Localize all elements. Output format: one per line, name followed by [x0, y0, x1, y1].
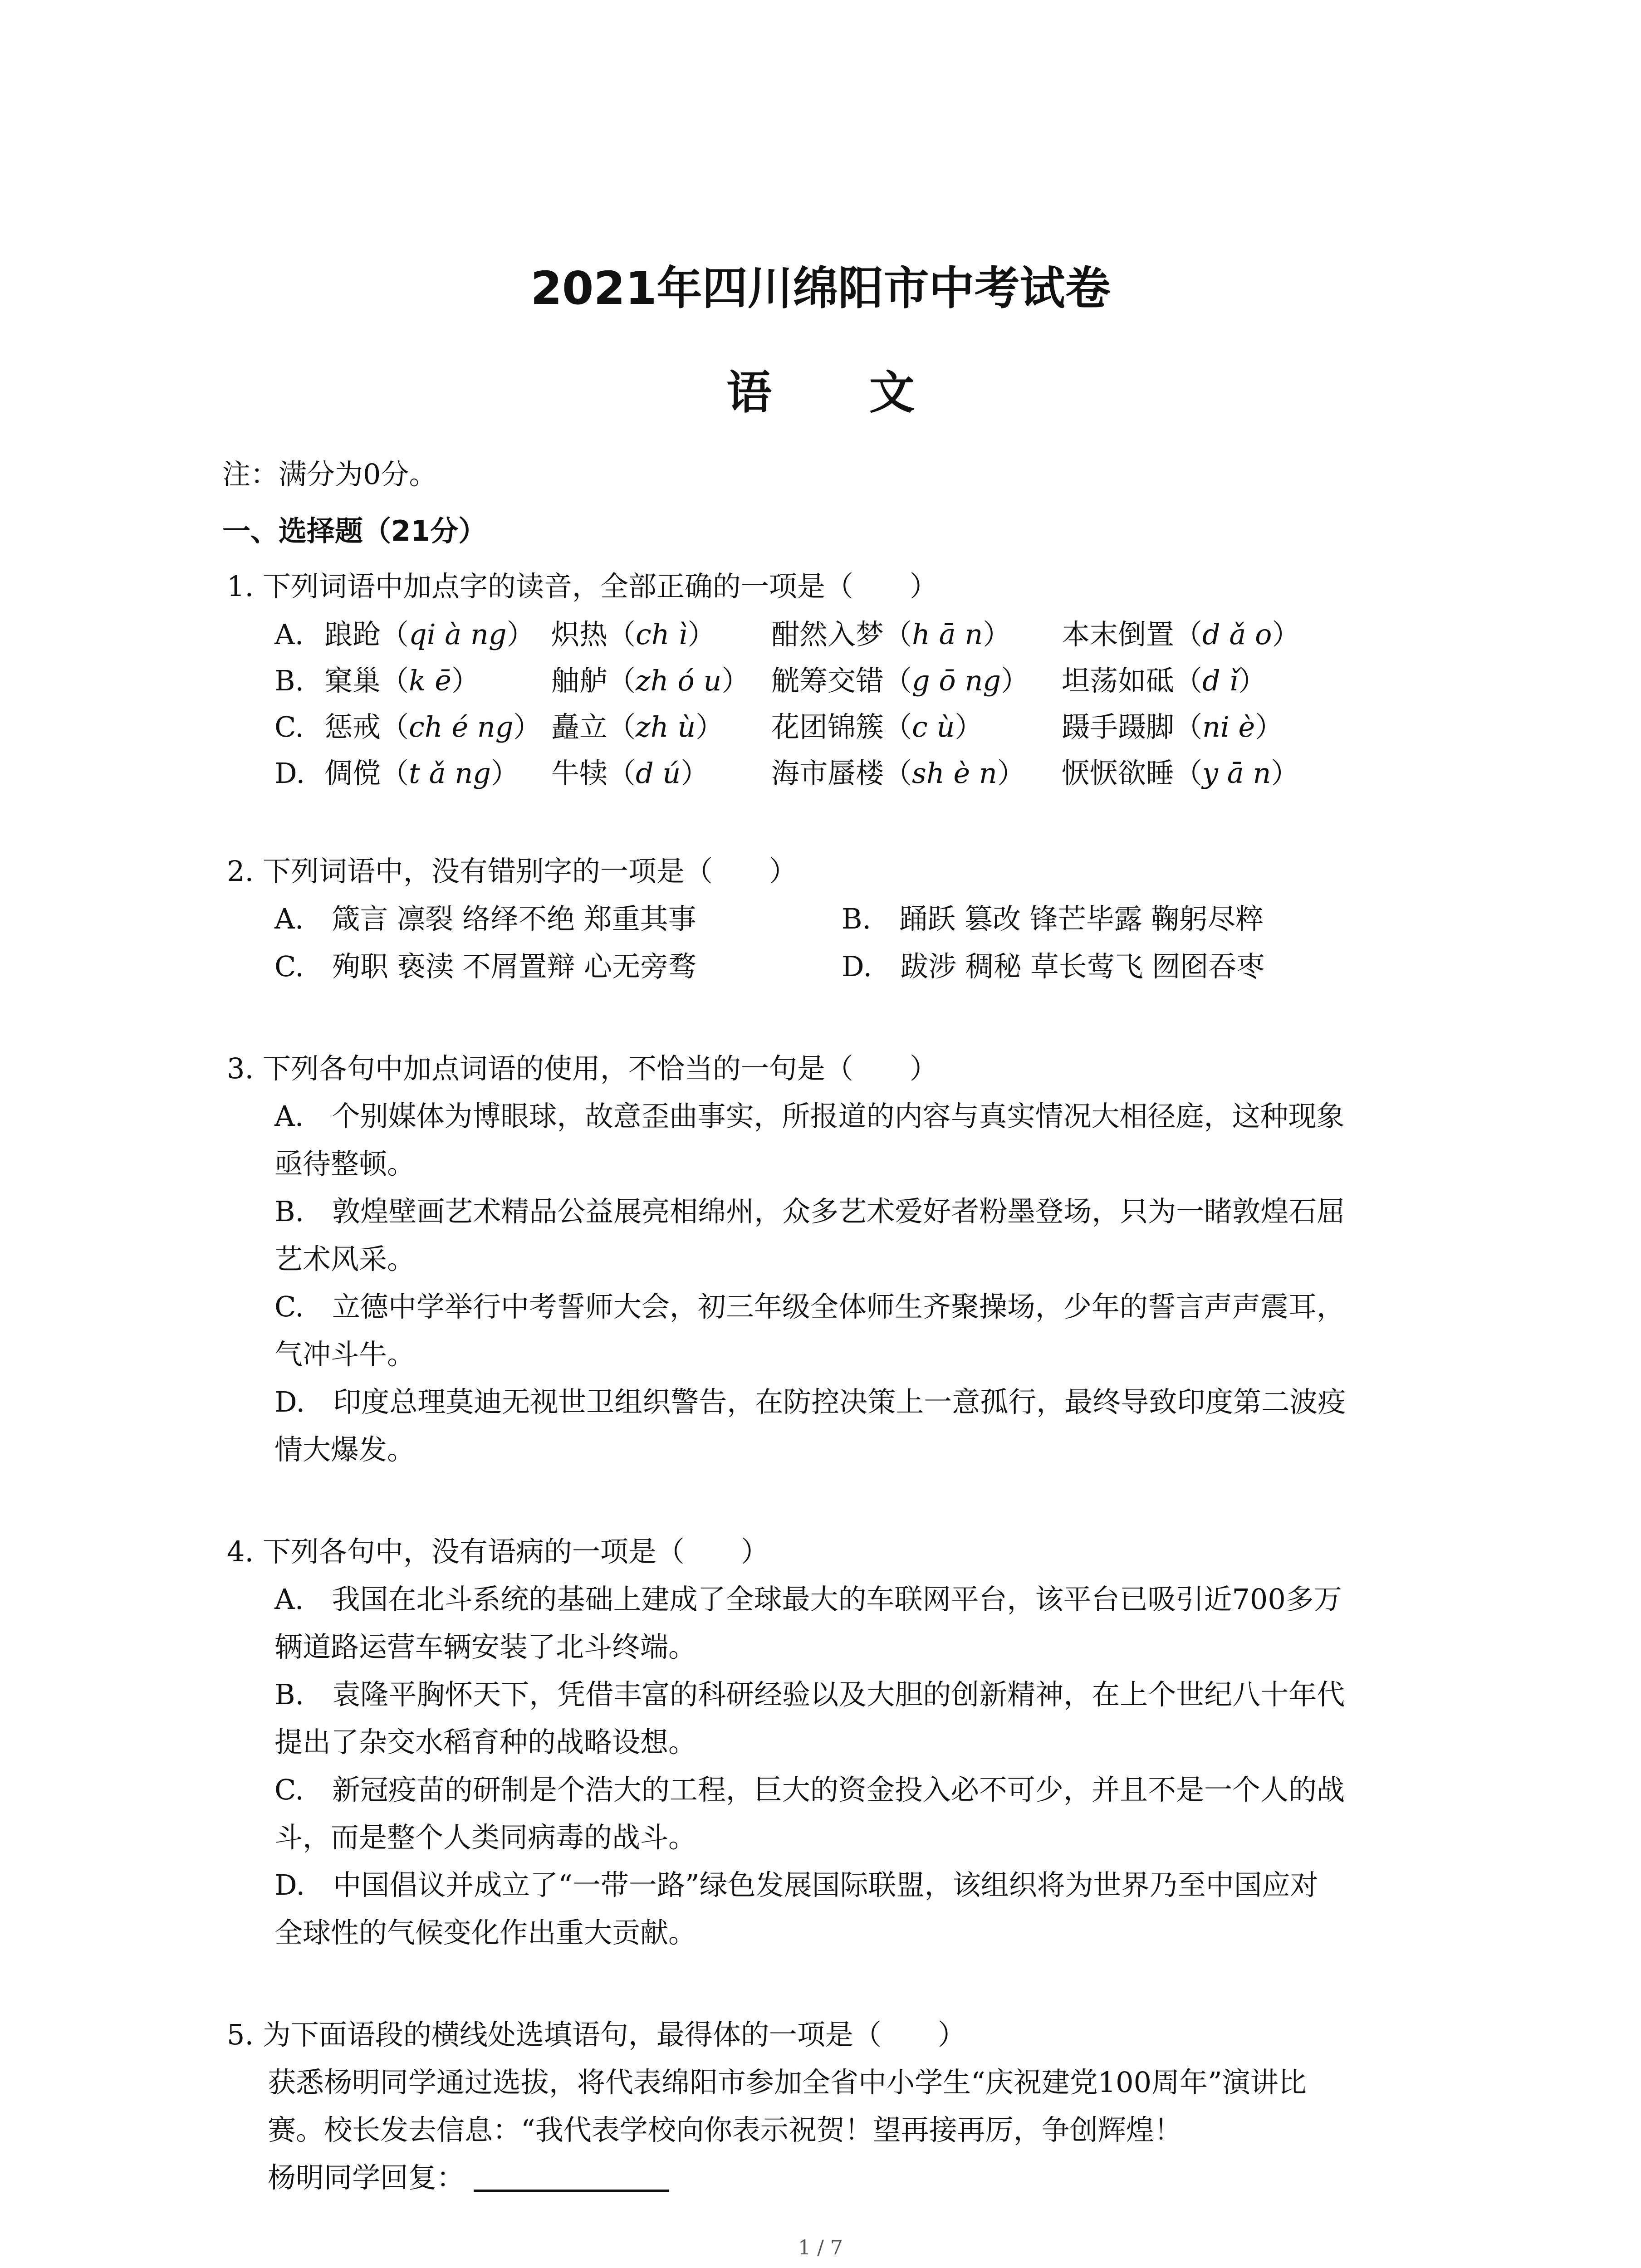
q1-option-d-word: 海市蜃楼（sh è n）	[771, 757, 1025, 790]
pinyin: ch é ng	[409, 710, 514, 743]
word: 花团锦簇	[771, 710, 884, 743]
q3-line: 气冲斗牛。	[274, 1338, 416, 1371]
pinyin: d ǐ	[1202, 664, 1239, 697]
q5-reply	[268, 2161, 669, 2194]
subject-title: 语 文	[726, 366, 955, 419]
q4-line: 提出了杂交水稻育种的战略设想。	[274, 1725, 697, 1759]
q5-stem: 5. 为下面语段的横线处选填语句，最得体的一项是（ ）	[227, 2018, 966, 2051]
pinyin: t ǎ ng	[409, 757, 491, 790]
q1-option-b-word: 坦荡如砥（d ǐ）	[1062, 664, 1267, 697]
q4-line: C. 新冠疫苗的研制是个浩大的工程，巨大的资金投入必不可少，并且不是一个人的战	[274, 1773, 1345, 1806]
word: 海市蜃楼	[771, 757, 884, 790]
q1-option-b-word: 舳舻（zh ó u）	[551, 664, 750, 697]
q1-option-a-word: 酣然入梦（h ā n）	[771, 618, 1011, 651]
pinyin: ch ì	[636, 618, 688, 651]
q1-option-d-word: 倜傥（t ǎ ng）	[324, 757, 519, 790]
word: 炽热	[551, 618, 608, 651]
q5-line: 获悉杨明同学通过选拔，将代表绵阳市参加全省中小学生“庆祝建党100周年”演讲比	[268, 2066, 1307, 2099]
q3-line: D. 印度总理莫迪无视世卫组织警告，在防控决策上一意孤行，最终导致印度第二波疫	[274, 1385, 1346, 1418]
q1-option-a-word: 踉跄（qi à ng）	[324, 618, 535, 651]
score-note: 注：满分为0分。	[222, 458, 437, 491]
q2-stem: 2. 下列词语中，没有错别字的一项是（ ）	[227, 855, 797, 888]
q1-option-b-word: 窠巢（k ē）	[324, 664, 480, 697]
q1-option-b-word: 觥筹交错（g ō ng）	[771, 664, 1029, 697]
q3-line: 亟待整顿。	[274, 1147, 416, 1180]
answer-blank	[474, 2164, 669, 2192]
q2-option-c: C. 殉职 亵渎 不屑置辩 心无旁骛	[274, 950, 697, 983]
q5-line: 赛。校长发去信息：“我代表学校向你表示祝贺！望再接再厉，争创辉煌！	[268, 2113, 1182, 2146]
q3-line: B. 敦煌壁画艺术精品公益展亮相绵州，众多艺术爱好者粉墨登场，只为一睹敦煌石屈	[274, 1195, 1345, 1228]
q4-line: A. 我国在北斗系统的基础上建成了全球最大的车联网平台，该平台已吸引近700多万	[274, 1583, 1342, 1616]
q4-line: 辆道路运营车辆安装了北斗终端。	[274, 1630, 697, 1663]
pinyin: qi à ng	[409, 618, 507, 651]
q3-line: C. 立德中学举行中考誓师大会，初三年级全体师生齐聚操场，少年的誓言声声震耳，	[274, 1290, 1345, 1323]
q3-stem: 3. 下列各句中加点词语的使用，不恰当的一句是（ ）	[227, 1052, 938, 1085]
q4-line: 全球性的气候变化作出重大贡献。	[274, 1916, 697, 1949]
word: 矗立	[551, 710, 608, 743]
q1-option-c-word: 矗立（zh ù）	[551, 710, 724, 743]
word: 觥筹交错	[771, 664, 884, 697]
q1-option-b-label: B.	[274, 664, 304, 697]
q1-option-a-label: A.	[274, 618, 304, 651]
q1-option-d-word: 牛犊（d ú）	[551, 757, 709, 790]
page-number: 1 / 7	[798, 2236, 843, 2259]
word: 倜傥	[324, 757, 381, 790]
word: 蹑手蹑脚	[1062, 710, 1175, 743]
q2-option-b: B. 踊跃 篡改 锋芒毕露 鞠躬尽粹	[842, 902, 1264, 935]
q4-line: D. 中国倡议并成立了“一带一路”绿色发展国际联盟，该组织将为世界乃至中国应对	[274, 1868, 1318, 1901]
word: 窠巢	[324, 664, 381, 697]
word: 本末倒置	[1062, 618, 1175, 651]
pinyin: d ú	[636, 757, 681, 790]
section-heading: 一、选择题（21分）	[222, 514, 487, 547]
pinyin: ni è	[1202, 710, 1255, 743]
word: 恹恹欲睡	[1062, 757, 1175, 790]
pinyin: c ù	[912, 710, 955, 743]
word: 酣然入梦	[771, 618, 884, 651]
q3-line: 艺术风采。	[274, 1242, 416, 1276]
pinyin: zh ó u	[636, 664, 722, 697]
q1-option-a-word: 本末倒置（d ǎ o）	[1062, 618, 1300, 651]
q1-option-c-label: C.	[274, 710, 304, 743]
q1-option-d-label: D.	[274, 757, 305, 790]
q1-option-a-word: 炽热（ch ì）	[551, 618, 716, 651]
pinyin: g ō ng	[912, 664, 1001, 697]
q4-line: B. 袁隆平胸怀天下，凭借丰富的科研经验以及大胆的创新精神，在上个世纪八十年代	[274, 1678, 1345, 1711]
q1-option-c-word: 蹑手蹑脚（ni è）	[1062, 710, 1283, 743]
q1-option-d-word: 恹恹欲睡（y ā n）	[1062, 757, 1299, 790]
q3-line: A. 个别媒体为博眼球，故意歪曲事实，所报道的内容与真实情况大相径庭，这种现象	[274, 1100, 1345, 1133]
q3-line: 情大爆发。	[274, 1433, 416, 1466]
pinyin: k ē	[409, 664, 451, 697]
q5-reply-label: 杨明同学回复：	[268, 2161, 465, 2194]
pinyin: sh è n	[912, 757, 997, 790]
q2-option-d: D. 跋涉 稠秘 草长莺飞 囫囵吞枣	[842, 950, 1265, 983]
q4-line: 斗，而是整个人类同病毒的战斗。	[274, 1821, 697, 1854]
q1-option-c-word: 花团锦簇（c ù）	[771, 710, 983, 743]
word: 惩戒	[324, 710, 381, 743]
word: 坦荡如砥	[1062, 664, 1175, 697]
pinyin: y ā n	[1202, 757, 1271, 790]
word: 舳舻	[551, 664, 608, 697]
exam-title: 2021年四川绵阳市中考试卷	[530, 262, 1111, 315]
word: 牛犊	[551, 757, 608, 790]
q4-stem: 4. 下列各句中，没有语病的一项是（ ）	[227, 1535, 769, 1568]
q2-option-a: A. 箴言 凛裂 络绎不绝 郑重其事	[274, 902, 696, 935]
q1-option-c-word: 惩戒（ch é ng）	[324, 710, 542, 743]
word: 踉跄	[324, 618, 381, 651]
pinyin: zh ù	[636, 710, 696, 743]
q1-stem: 1. 下列词语中加点字的读音，全部正确的一项是（ ）	[227, 570, 938, 603]
pinyin: h ā n	[912, 618, 983, 651]
pinyin: d ǎ o	[1202, 618, 1272, 651]
